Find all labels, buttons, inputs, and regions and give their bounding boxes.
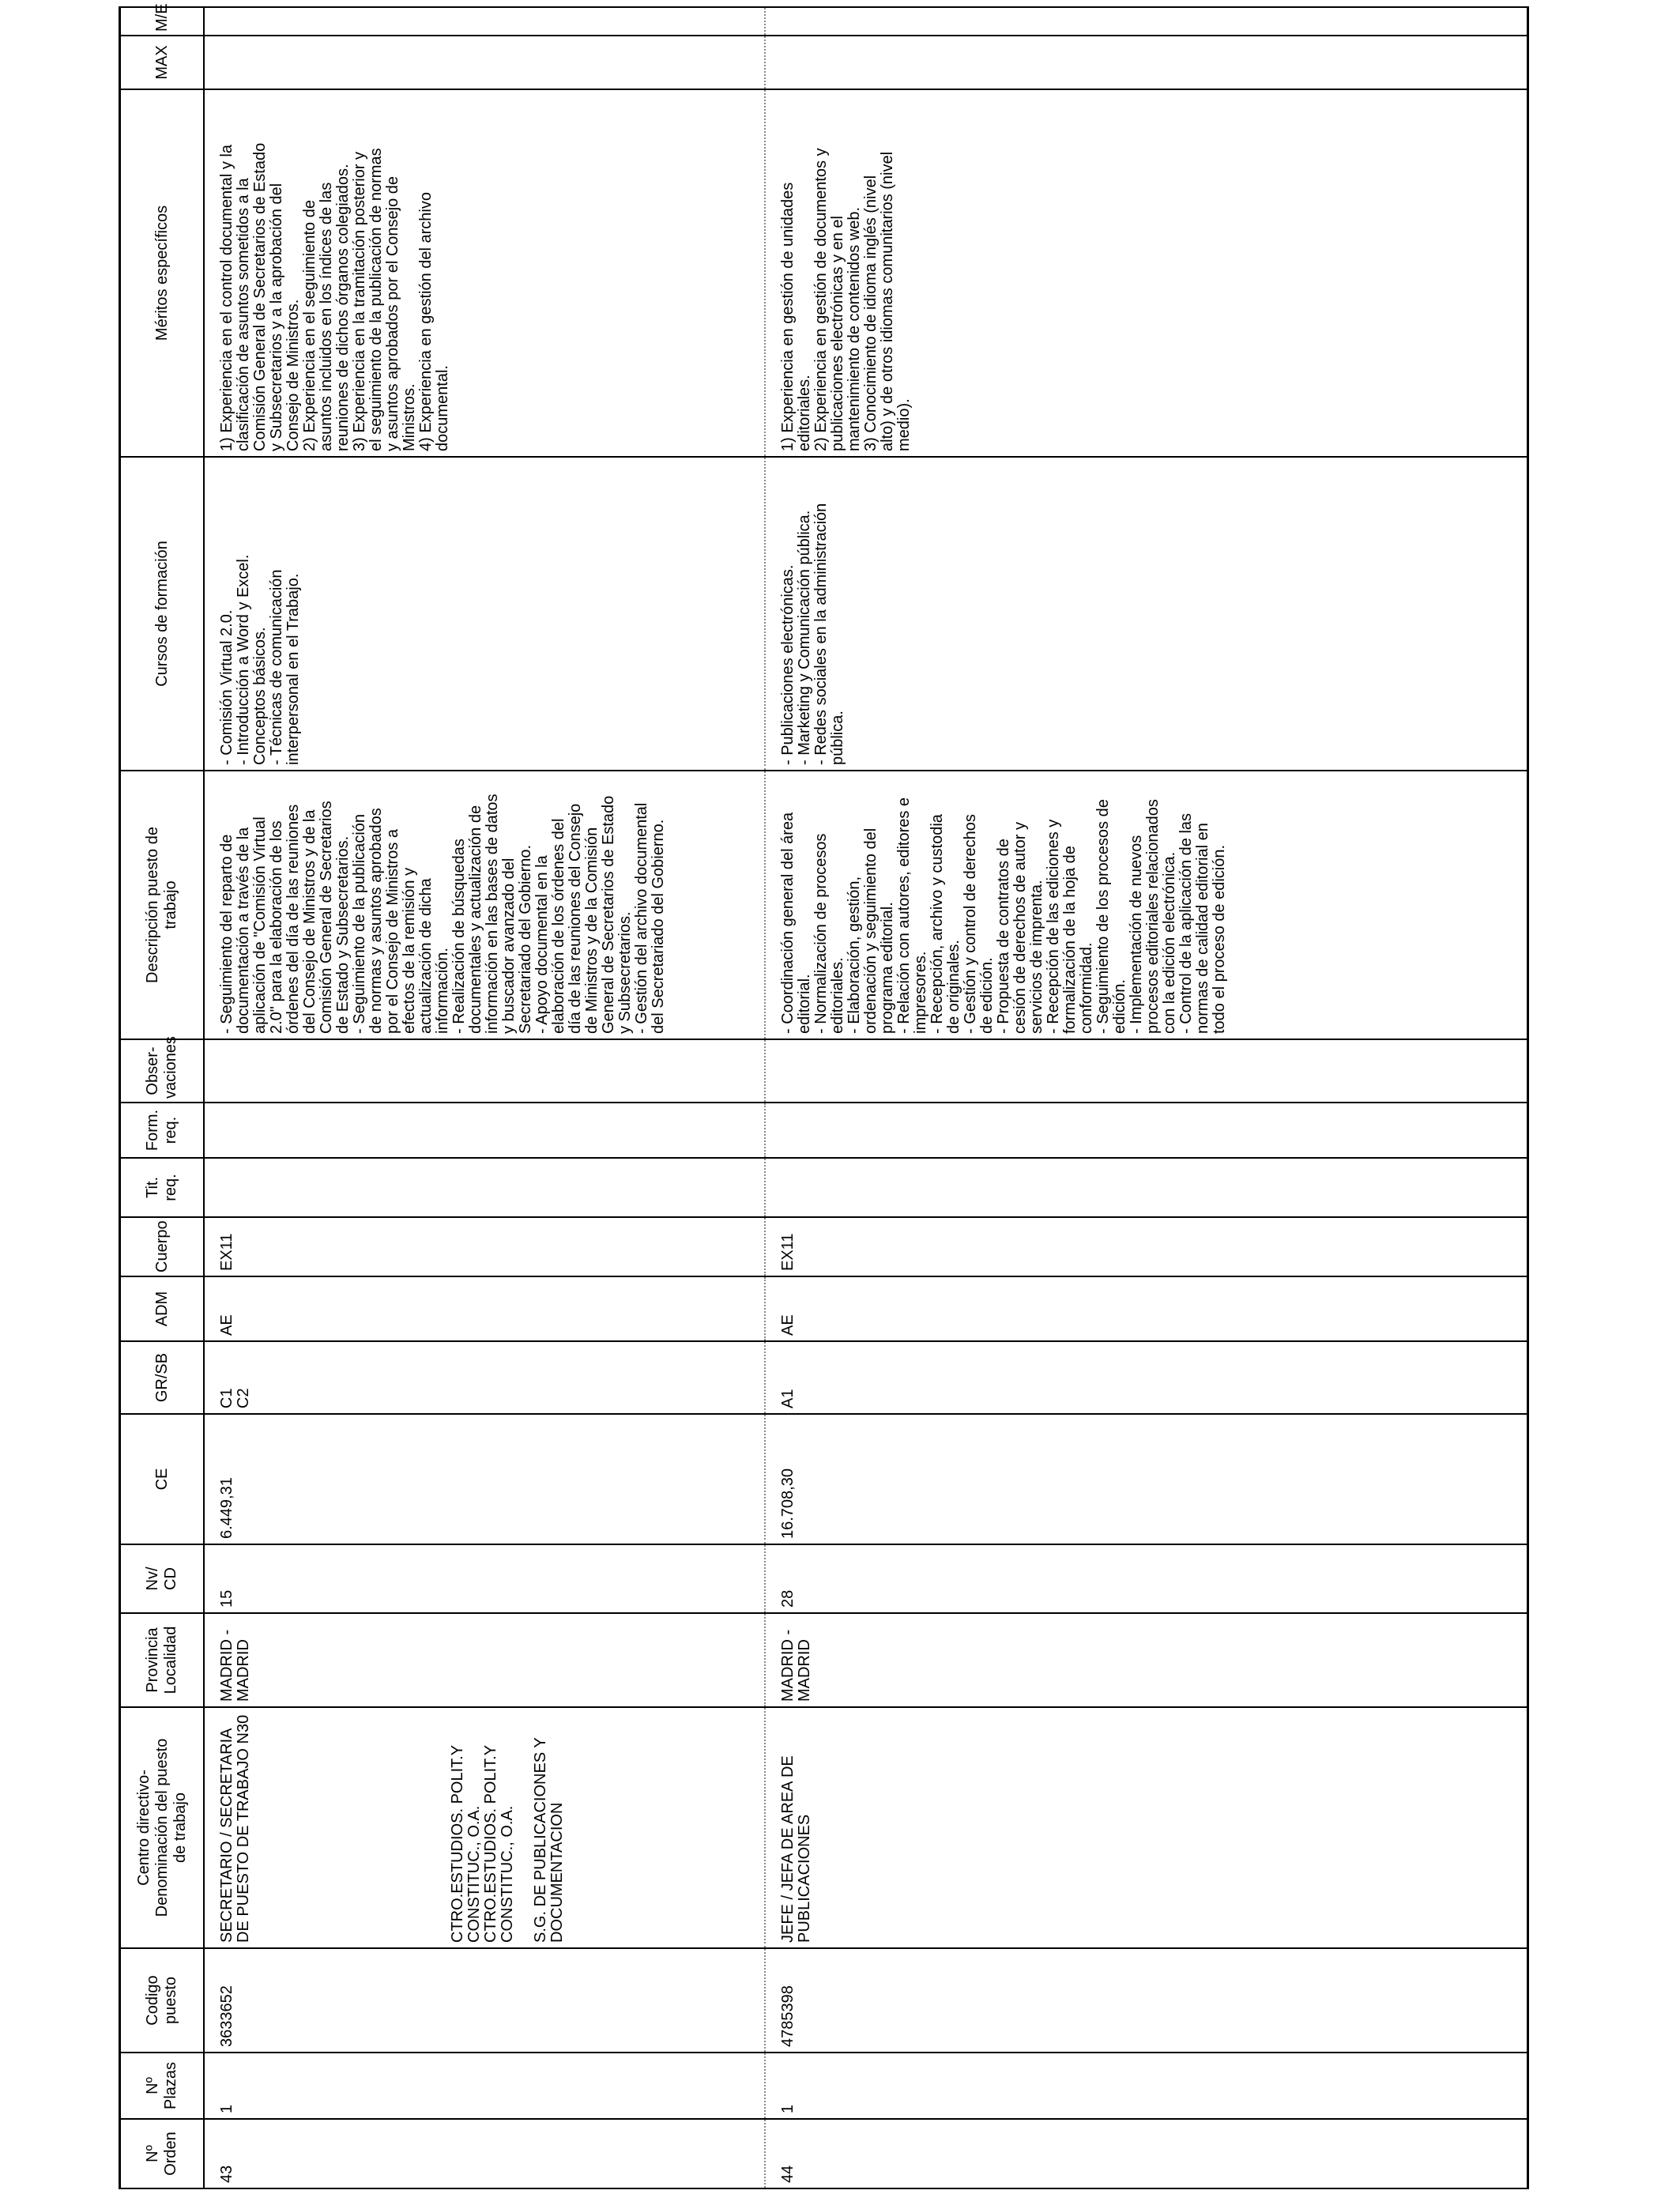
cell-grupo: A1 [765,1341,1528,1414]
cell-adm: AE [204,1276,765,1341]
cell-descripcion: - Seguimiento del reparto de documentación a través de la aplicación de "Comisión Virtual 2.0" para la elaboración de los órdenes del día de las reuniones del Consejo de Ministros y de la Comisión General de Secretarios de Estado y Subsecretarios. - Seguimiento de la publicación de normas y asuntos aprobados por el Consejo de Ministros a efectos de la remisión y actualización de dicha información. - Realización de búsquedas documentales y actualización de información en las bases de datos y buscador avanzado del Secretariado del Gobierno. - Apoyo documental en la elaboración de los órdenes del día de las reuniones del Consejo de Ministros y de la Comisión General de Secretarios de Estado y Subsecretarios. - Gestión del archivo documental del Secretariado del Gobierno. [204,771,765,1039]
cell-ce: 16.708,30 [765,1414,1528,1544]
cell-cuerpo: EX11 [204,1217,765,1276]
cell-adm: AE [765,1276,1528,1341]
cell-centro: JEFE / JEFA DE AREA DE PUBLICACIONES [765,1707,1528,1948]
table-row [204,7,765,2188]
cell-formacion [204,1103,765,1158]
cell-codigo: 3633652 [204,1948,765,2053]
centro-puesto: SECRETARIO / SECRETARIA DE PUESTO DE TRABAJO N30 [218,1714,252,1943]
header-centro: Centro directivo- Denominación del puesto de trabajo [120,1707,205,1948]
cell-observaciones [204,1039,765,1103]
cell-formacion [765,1103,1528,1158]
cell-centro [204,1707,765,1948]
header-provincia: Provincia Localidad [120,1613,205,1707]
centro-unidad: CTRO.ESTUDIOS. POLIT.Y CONSTITUC., O.A. CTRO.ESTUDIOS. POLIT.Y CONSTITUC., O.A. S.G. DE PUBLICACIONES Y DOCUMENTACION [449,1737,566,1943]
header-descripcion: Descripción puesto de trabajo [120,771,205,1039]
cell-nivel: 15 [204,1544,765,1613]
cell-max [765,36,1528,89]
header-cuerpo: Cuerpo [120,1217,205,1276]
cell-cursos: - Publicaciones electrónicas. - Marketing y Comunicación pública. - Redes sociales en la administración pública. [765,457,1528,771]
cell-nivel: 28 [765,1544,1528,1613]
header-cursos: Cursos de formación [120,457,205,771]
rotated-table-container [119,3,1565,2189]
cell-meritos: 1) Experiencia en gestión de unidades editoriales. 2) Experiencia en gestión de documentos y publicaciones electrónicas y en el mantenimiento de contenidos web. 3) Conocimiento de idioma inglés (nivel alto) y de otros idiomas comunitarios (nivel medio). [765,89,1528,457]
cell-plazas: 1 [765,2053,1528,2119]
vacancies-table [119,3,1529,2189]
table-row [765,7,1528,2188]
cell-codigo: 4785398 [765,1948,1528,2053]
header-observaciones: Obser- vaciones [120,1039,205,1103]
cell-me [204,7,765,36]
cell-ce: 6.449,31 [204,1414,765,1544]
cell-provincia: MADRID - MADRID [204,1613,765,1707]
cell-plazas: 1 [204,2053,765,2119]
header-meritos: Méritos específicos [120,89,205,457]
cell-descripcion: - Coordinación general del área editorial. - Normalización de procesos editoriales. - Elaboración, gestión, ordenación y seguimiento del programa editorial. - Relación con autores, editores e impresores. - Recepción, archivo y custodia de originales. - Gestión y control de derechos de edición. - Propuesta de contratos de cesión de derechos de autor y servicios de imprenta. - Recepción de las ediciones y formalización de la hoja de conformidad. - Seguimiento de los procesos de edición. - Implementación de nuevos procesos editoriales relacionados con la edición electrónica. - Control de la aplicación de las normas de calidad editorial en todo el proceso de edición. [765,771,1528,1039]
header-grupo: GR/SB [120,1341,205,1414]
cell-cursos: - Comisión Virtual 2.0. - Introducción a Word y Excel. Conceptos básicos. - Técnicas de comunicación interpersonal en el Trabajo. [204,457,765,771]
header-row [120,7,205,2188]
header-titulacion: Tit. req. [120,1158,205,1217]
cell-provincia: MADRID - MADRID [765,1613,1528,1707]
cell-me [765,7,1528,36]
header-nivel: Nv/ CD [120,1544,205,1613]
header-me: M/E [120,7,205,36]
cell-orden: 43 [204,2119,765,2188]
header-formacion: Form. req. [120,1103,205,1158]
header-adm: ADM [120,1276,205,1341]
cell-orden: 44 [765,2119,1528,2188]
cell-titulacion [204,1158,765,1217]
cell-meritos: 1) Experiencia en el control documental y la clasificación de asuntos sometidos a la Comisión General de Secretarios de Estado y Subsecretarios y a la aprobación del Consejo de Ministros. 2) Experiencia en el seguimiento de asuntos incluidos en los índices de las reuniones de dichos órganos colegiados. 3) Experiencia en la tramitación posterior y el seguimiento de la publicación de normas y asuntos aprobados por el Consejo de Ministros. 4) Experiencia en gestión del archivo documental. [204,89,765,457]
header-orden: Nº Orden [120,2119,205,2188]
cell-grupo: C1 C2 [204,1341,765,1414]
spacer [252,1713,450,1943]
header-ce: CE [120,1414,205,1544]
cell-titulacion [765,1158,1528,1217]
header-codigo: Codigo puesto [120,1948,205,2053]
header-max: MAX [120,36,205,89]
cell-observaciones [765,1039,1528,1103]
cell-max [204,36,765,89]
cell-cuerpo: EX11 [765,1217,1528,1276]
header-plazas: Nº Plazas [120,2053,205,2119]
